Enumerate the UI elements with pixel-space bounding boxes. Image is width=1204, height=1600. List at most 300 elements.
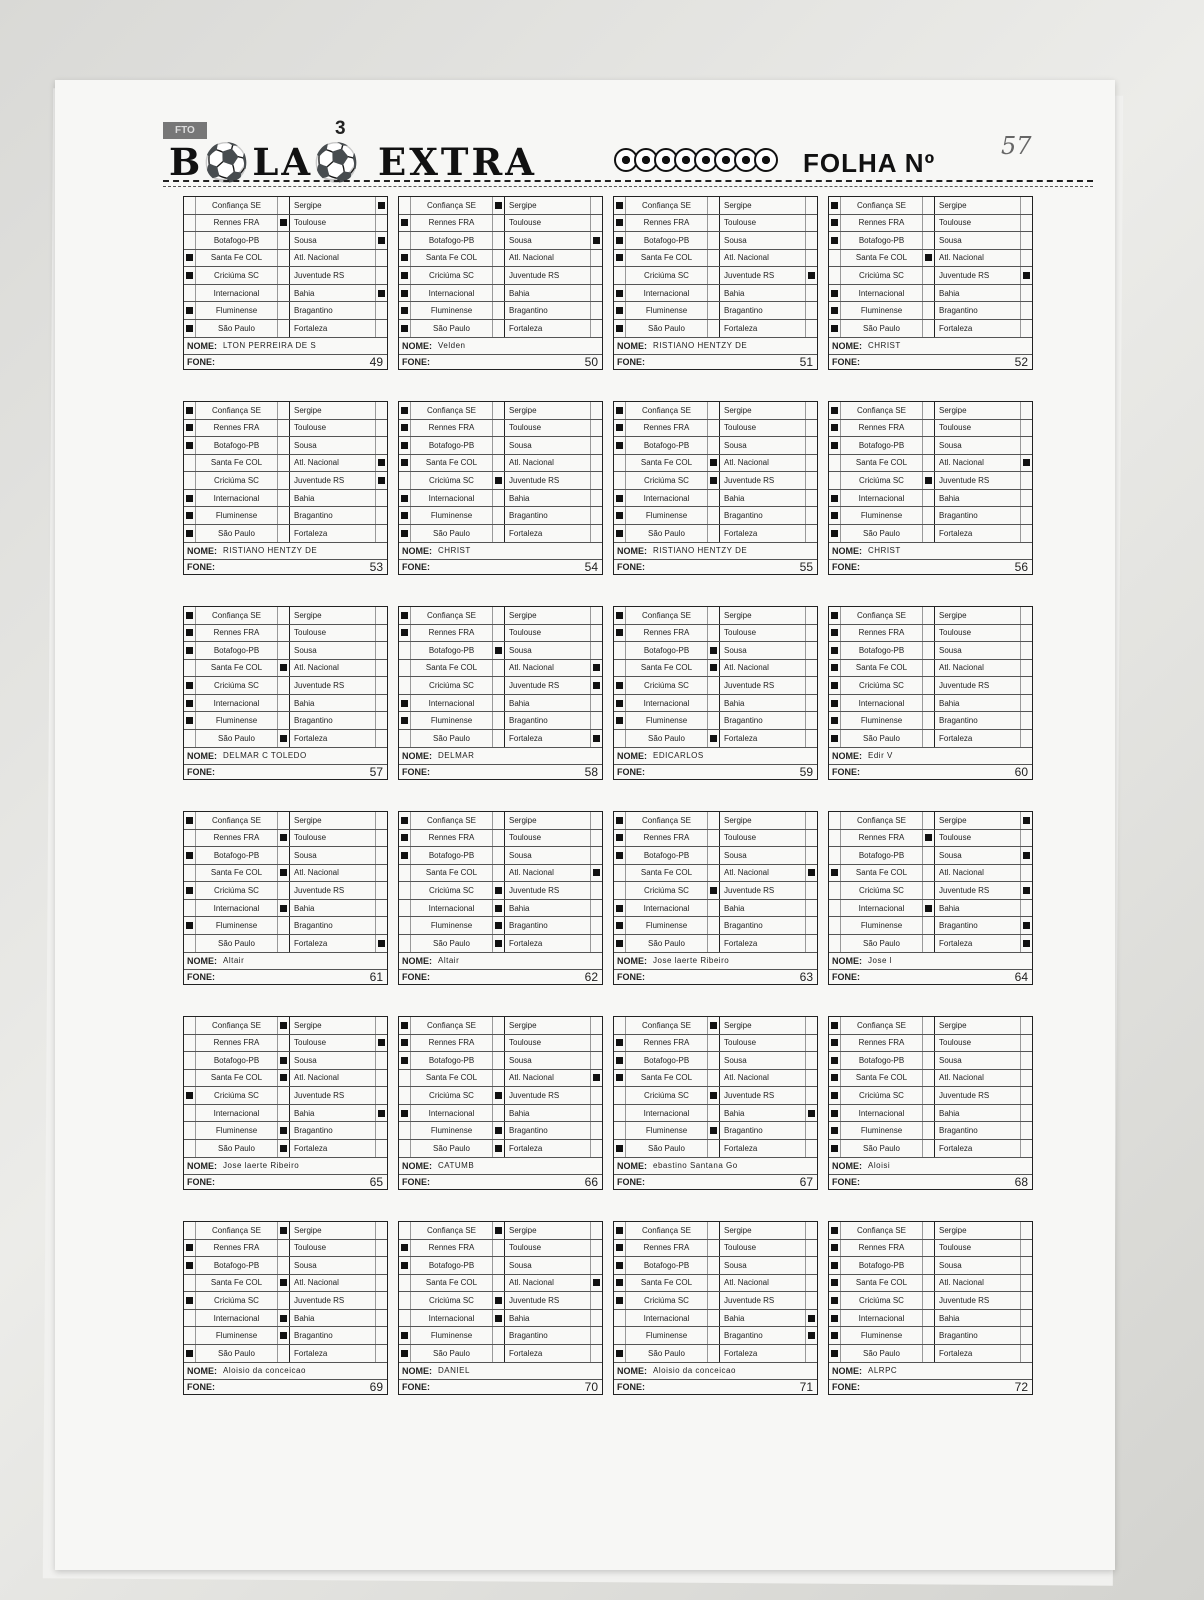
- away-win-checkbox[interactable]: [1020, 1052, 1032, 1069]
- draw-checkbox[interactable]: [922, 215, 935, 232]
- fone-field[interactable]: [614, 970, 817, 984]
- fone-field[interactable]: [829, 1380, 1032, 1394]
- away-win-checkbox[interactable]: [805, 455, 817, 472]
- draw-checkbox[interactable]: [492, 625, 505, 642]
- away-win-checkbox[interactable]: [590, 420, 602, 437]
- draw-checkbox[interactable]: [492, 1087, 505, 1104]
- away-win-checkbox[interactable]: [805, 267, 817, 284]
- home-win-checkbox[interactable]: [184, 490, 196, 507]
- nome-field[interactable]: [829, 543, 1032, 561]
- home-win-checkbox[interactable]: [614, 1345, 626, 1362]
- away-win-checkbox[interactable]: [590, 1105, 602, 1122]
- away-win-checkbox[interactable]: [590, 625, 602, 642]
- away-win-checkbox[interactable]: [590, 882, 602, 899]
- away-win-checkbox[interactable]: [805, 1310, 817, 1327]
- away-win-checkbox[interactable]: [375, 730, 387, 747]
- home-win-checkbox[interactable]: [614, 1310, 626, 1327]
- draw-checkbox[interactable]: [922, 917, 935, 934]
- draw-checkbox[interactable]: [492, 1292, 505, 1309]
- home-win-checkbox[interactable]: [399, 812, 411, 829]
- draw-checkbox[interactable]: [492, 917, 505, 934]
- draw-checkbox[interactable]: [922, 1035, 935, 1052]
- away-win-checkbox[interactable]: [590, 455, 602, 472]
- away-win-checkbox[interactable]: [375, 642, 387, 659]
- draw-checkbox[interactable]: [492, 865, 505, 882]
- away-win-checkbox[interactable]: [1020, 607, 1032, 624]
- away-win-checkbox[interactable]: [375, 1275, 387, 1292]
- nome-field[interactable]: [184, 543, 387, 561]
- away-win-checkbox[interactable]: [1020, 812, 1032, 829]
- draw-checkbox[interactable]: [277, 677, 290, 694]
- away-win-checkbox[interactable]: [590, 1310, 602, 1327]
- away-win-checkbox[interactable]: [1020, 677, 1032, 694]
- home-win-checkbox[interactable]: [829, 1327, 841, 1344]
- draw-checkbox[interactable]: [707, 812, 720, 829]
- away-win-checkbox[interactable]: [805, 1140, 817, 1157]
- draw-checkbox[interactable]: [707, 847, 720, 864]
- away-win-checkbox[interactable]: [375, 197, 387, 214]
- home-win-checkbox[interactable]: [829, 1345, 841, 1362]
- away-win-checkbox[interactable]: [590, 1070, 602, 1087]
- draw-checkbox[interactable]: [922, 625, 935, 642]
- away-win-checkbox[interactable]: [590, 917, 602, 934]
- home-win-checkbox[interactable]: [614, 900, 626, 917]
- home-win-checkbox[interactable]: [829, 437, 841, 454]
- draw-checkbox[interactable]: [492, 215, 505, 232]
- away-win-checkbox[interactable]: [1020, 197, 1032, 214]
- away-win-checkbox[interactable]: [1020, 232, 1032, 249]
- home-win-checkbox[interactable]: [184, 1052, 196, 1069]
- away-win-checkbox[interactable]: [1020, 865, 1032, 882]
- draw-checkbox[interactable]: [707, 455, 720, 472]
- nome-field[interactable]: [184, 748, 387, 766]
- draw-checkbox[interactable]: [707, 320, 720, 337]
- away-win-checkbox[interactable]: [375, 507, 387, 524]
- home-win-checkbox[interactable]: [184, 1035, 196, 1052]
- draw-checkbox[interactable]: [922, 847, 935, 864]
- home-win-checkbox[interactable]: [184, 1240, 196, 1257]
- home-win-checkbox[interactable]: [614, 472, 626, 489]
- draw-checkbox[interactable]: [492, 1105, 505, 1122]
- away-win-checkbox[interactable]: [1020, 625, 1032, 642]
- nome-field[interactable]: [829, 953, 1032, 971]
- draw-checkbox[interactable]: [922, 197, 935, 214]
- away-win-checkbox[interactable]: [1020, 1070, 1032, 1087]
- home-win-checkbox[interactable]: [184, 1122, 196, 1139]
- away-win-checkbox[interactable]: [375, 302, 387, 319]
- home-win-checkbox[interactable]: [614, 935, 626, 952]
- fone-field[interactable]: [614, 1175, 817, 1189]
- draw-checkbox[interactable]: [492, 812, 505, 829]
- draw-checkbox[interactable]: [707, 1035, 720, 1052]
- home-win-checkbox[interactable]: [829, 1070, 841, 1087]
- away-win-checkbox[interactable]: [1020, 660, 1032, 677]
- home-win-checkbox[interactable]: [614, 695, 626, 712]
- away-win-checkbox[interactable]: [1020, 730, 1032, 747]
- draw-checkbox[interactable]: [277, 320, 290, 337]
- home-win-checkbox[interactable]: [399, 1105, 411, 1122]
- away-win-checkbox[interactable]: [375, 1070, 387, 1087]
- draw-checkbox[interactable]: [277, 1122, 290, 1139]
- home-win-checkbox[interactable]: [829, 320, 841, 337]
- home-win-checkbox[interactable]: [399, 1087, 411, 1104]
- home-win-checkbox[interactable]: [614, 215, 626, 232]
- home-win-checkbox[interactable]: [184, 812, 196, 829]
- draw-checkbox[interactable]: [707, 917, 720, 934]
- away-win-checkbox[interactable]: [805, 402, 817, 419]
- draw-checkbox[interactable]: [492, 197, 505, 214]
- away-win-checkbox[interactable]: [590, 1017, 602, 1034]
- home-win-checkbox[interactable]: [184, 1275, 196, 1292]
- away-win-checkbox[interactable]: [375, 695, 387, 712]
- away-win-checkbox[interactable]: [590, 1327, 602, 1344]
- home-win-checkbox[interactable]: [614, 402, 626, 419]
- away-win-checkbox[interactable]: [805, 507, 817, 524]
- home-win-checkbox[interactable]: [614, 455, 626, 472]
- home-win-checkbox[interactable]: [614, 847, 626, 864]
- away-win-checkbox[interactable]: [590, 1292, 602, 1309]
- away-win-checkbox[interactable]: [1020, 320, 1032, 337]
- fone-field[interactable]: [829, 970, 1032, 984]
- away-win-checkbox[interactable]: [1020, 215, 1032, 232]
- away-win-checkbox[interactable]: [590, 695, 602, 712]
- away-win-checkbox[interactable]: [1020, 507, 1032, 524]
- draw-checkbox[interactable]: [922, 1257, 935, 1274]
- draw-checkbox[interactable]: [922, 525, 935, 542]
- away-win-checkbox[interactable]: [805, 420, 817, 437]
- draw-checkbox[interactable]: [277, 1087, 290, 1104]
- home-win-checkbox[interactable]: [184, 320, 196, 337]
- away-win-checkbox[interactable]: [590, 320, 602, 337]
- draw-checkbox[interactable]: [492, 1310, 505, 1327]
- away-win-checkbox[interactable]: [1020, 1327, 1032, 1344]
- draw-checkbox[interactable]: [277, 847, 290, 864]
- home-win-checkbox[interactable]: [399, 1327, 411, 1344]
- home-win-checkbox[interactable]: [614, 197, 626, 214]
- away-win-checkbox[interactable]: [375, 1240, 387, 1257]
- draw-checkbox[interactable]: [277, 730, 290, 747]
- away-win-checkbox[interactable]: [375, 1345, 387, 1362]
- nome-field[interactable]: [829, 1158, 1032, 1176]
- draw-checkbox[interactable]: [922, 900, 935, 917]
- away-win-checkbox[interactable]: [590, 830, 602, 847]
- home-win-checkbox[interactable]: [184, 215, 196, 232]
- draw-checkbox[interactable]: [922, 420, 935, 437]
- draw-checkbox[interactable]: [707, 472, 720, 489]
- home-win-checkbox[interactable]: [614, 642, 626, 659]
- draw-checkbox[interactable]: [492, 882, 505, 899]
- draw-checkbox[interactable]: [707, 1222, 720, 1239]
- away-win-checkbox[interactable]: [805, 865, 817, 882]
- draw-checkbox[interactable]: [492, 402, 505, 419]
- away-win-checkbox[interactable]: [590, 642, 602, 659]
- draw-checkbox[interactable]: [922, 267, 935, 284]
- home-win-checkbox[interactable]: [399, 865, 411, 882]
- draw-checkbox[interactable]: [277, 607, 290, 624]
- home-win-checkbox[interactable]: [399, 267, 411, 284]
- away-win-checkbox[interactable]: [805, 1105, 817, 1122]
- nome-field[interactable]: [399, 1158, 602, 1176]
- away-win-checkbox[interactable]: [805, 437, 817, 454]
- draw-checkbox[interactable]: [492, 1275, 505, 1292]
- nome-field[interactable]: [829, 1363, 1032, 1381]
- home-win-checkbox[interactable]: [399, 1310, 411, 1327]
- fone-field[interactable]: [184, 1380, 387, 1394]
- away-win-checkbox[interactable]: [590, 1345, 602, 1362]
- draw-checkbox[interactable]: [922, 607, 935, 624]
- away-win-checkbox[interactable]: [375, 812, 387, 829]
- home-win-checkbox[interactable]: [614, 1122, 626, 1139]
- away-win-checkbox[interactable]: [590, 865, 602, 882]
- draw-checkbox[interactable]: [707, 197, 720, 214]
- home-win-checkbox[interactable]: [399, 677, 411, 694]
- draw-checkbox[interactable]: [492, 472, 505, 489]
- draw-checkbox[interactable]: [707, 250, 720, 267]
- home-win-checkbox[interactable]: [399, 1292, 411, 1309]
- away-win-checkbox[interactable]: [1020, 830, 1032, 847]
- home-win-checkbox[interactable]: [614, 437, 626, 454]
- draw-checkbox[interactable]: [277, 882, 290, 899]
- draw-checkbox[interactable]: [492, 507, 505, 524]
- draw-checkbox[interactable]: [707, 1345, 720, 1362]
- home-win-checkbox[interactable]: [399, 1275, 411, 1292]
- home-win-checkbox[interactable]: [399, 730, 411, 747]
- draw-checkbox[interactable]: [707, 1275, 720, 1292]
- draw-checkbox[interactable]: [277, 490, 290, 507]
- nome-field[interactable]: [829, 748, 1032, 766]
- fone-field[interactable]: [829, 355, 1032, 369]
- home-win-checkbox[interactable]: [614, 320, 626, 337]
- fone-field[interactable]: [614, 1380, 817, 1394]
- away-win-checkbox[interactable]: [805, 1052, 817, 1069]
- home-win-checkbox[interactable]: [184, 847, 196, 864]
- nome-field[interactable]: [614, 543, 817, 561]
- nome-field[interactable]: [399, 1363, 602, 1381]
- home-win-checkbox[interactable]: [399, 1052, 411, 1069]
- away-win-checkbox[interactable]: [805, 730, 817, 747]
- home-win-checkbox[interactable]: [399, 1222, 411, 1239]
- home-win-checkbox[interactable]: [399, 507, 411, 524]
- away-win-checkbox[interactable]: [375, 1140, 387, 1157]
- draw-checkbox[interactable]: [707, 1122, 720, 1139]
- away-win-checkbox[interactable]: [590, 1122, 602, 1139]
- draw-checkbox[interactable]: [922, 1275, 935, 1292]
- away-win-checkbox[interactable]: [375, 525, 387, 542]
- draw-checkbox[interactable]: [492, 285, 505, 302]
- home-win-checkbox[interactable]: [829, 660, 841, 677]
- fone-field[interactable]: [614, 765, 817, 779]
- draw-checkbox[interactable]: [707, 935, 720, 952]
- away-win-checkbox[interactable]: [1020, 1017, 1032, 1034]
- nome-field[interactable]: [399, 748, 602, 766]
- away-win-checkbox[interactable]: [375, 847, 387, 864]
- home-win-checkbox[interactable]: [184, 525, 196, 542]
- away-win-checkbox[interactable]: [375, 420, 387, 437]
- home-win-checkbox[interactable]: [399, 607, 411, 624]
- away-win-checkbox[interactable]: [1020, 1122, 1032, 1139]
- fone-field[interactable]: [184, 560, 387, 574]
- draw-checkbox[interactable]: [707, 677, 720, 694]
- away-win-checkbox[interactable]: [375, 1222, 387, 1239]
- away-win-checkbox[interactable]: [805, 830, 817, 847]
- draw-checkbox[interactable]: [707, 437, 720, 454]
- away-win-checkbox[interactable]: [805, 660, 817, 677]
- home-win-checkbox[interactable]: [399, 455, 411, 472]
- draw-checkbox[interactable]: [277, 215, 290, 232]
- away-win-checkbox[interactable]: [590, 847, 602, 864]
- draw-checkbox[interactable]: [922, 507, 935, 524]
- nome-field[interactable]: [184, 1158, 387, 1176]
- away-win-checkbox[interactable]: [805, 607, 817, 624]
- draw-checkbox[interactable]: [922, 935, 935, 952]
- away-win-checkbox[interactable]: [375, 935, 387, 952]
- draw-checkbox[interactable]: [922, 1070, 935, 1087]
- away-win-checkbox[interactable]: [805, 320, 817, 337]
- home-win-checkbox[interactable]: [829, 812, 841, 829]
- fone-field[interactable]: [829, 560, 1032, 574]
- draw-checkbox[interactable]: [277, 1140, 290, 1157]
- home-win-checkbox[interactable]: [184, 677, 196, 694]
- away-win-checkbox[interactable]: [805, 1275, 817, 1292]
- home-win-checkbox[interactable]: [829, 215, 841, 232]
- away-win-checkbox[interactable]: [590, 677, 602, 694]
- away-win-checkbox[interactable]: [590, 900, 602, 917]
- draw-checkbox[interactable]: [492, 1327, 505, 1344]
- away-win-checkbox[interactable]: [805, 812, 817, 829]
- home-win-checkbox[interactable]: [829, 420, 841, 437]
- home-win-checkbox[interactable]: [184, 285, 196, 302]
- draw-checkbox[interactable]: [277, 402, 290, 419]
- home-win-checkbox[interactable]: [829, 507, 841, 524]
- away-win-checkbox[interactable]: [1020, 1310, 1032, 1327]
- away-win-checkbox[interactable]: [805, 1087, 817, 1104]
- away-win-checkbox[interactable]: [805, 1070, 817, 1087]
- draw-checkbox[interactable]: [707, 1327, 720, 1344]
- home-win-checkbox[interactable]: [614, 285, 626, 302]
- draw-checkbox[interactable]: [492, 1017, 505, 1034]
- away-win-checkbox[interactable]: [805, 1292, 817, 1309]
- away-win-checkbox[interactable]: [590, 507, 602, 524]
- home-win-checkbox[interactable]: [614, 865, 626, 882]
- draw-checkbox[interactable]: [922, 830, 935, 847]
- fone-field[interactable]: [399, 970, 602, 984]
- home-win-checkbox[interactable]: [829, 232, 841, 249]
- draw-checkbox[interactable]: [277, 660, 290, 677]
- home-win-checkbox[interactable]: [829, 1257, 841, 1274]
- home-win-checkbox[interactable]: [399, 625, 411, 642]
- nome-field[interactable]: [399, 338, 602, 356]
- nome-field[interactable]: [399, 543, 602, 561]
- home-win-checkbox[interactable]: [184, 1087, 196, 1104]
- draw-checkbox[interactable]: [277, 1345, 290, 1362]
- draw-checkbox[interactable]: [922, 472, 935, 489]
- draw-checkbox[interactable]: [707, 507, 720, 524]
- away-win-checkbox[interactable]: [805, 1222, 817, 1239]
- home-win-checkbox[interactable]: [829, 1292, 841, 1309]
- away-win-checkbox[interactable]: [805, 472, 817, 489]
- draw-checkbox[interactable]: [492, 935, 505, 952]
- home-win-checkbox[interactable]: [829, 1105, 841, 1122]
- home-win-checkbox[interactable]: [184, 625, 196, 642]
- draw-checkbox[interactable]: [707, 1292, 720, 1309]
- nome-field[interactable]: [184, 953, 387, 971]
- home-win-checkbox[interactable]: [184, 267, 196, 284]
- draw-checkbox[interactable]: [922, 642, 935, 659]
- home-win-checkbox[interactable]: [829, 490, 841, 507]
- home-win-checkbox[interactable]: [614, 507, 626, 524]
- draw-checkbox[interactable]: [922, 302, 935, 319]
- home-win-checkbox[interactable]: [614, 1105, 626, 1122]
- away-win-checkbox[interactable]: [805, 882, 817, 899]
- draw-checkbox[interactable]: [277, 1105, 290, 1122]
- home-win-checkbox[interactable]: [614, 1140, 626, 1157]
- draw-checkbox[interactable]: [277, 712, 290, 729]
- home-win-checkbox[interactable]: [614, 812, 626, 829]
- draw-checkbox[interactable]: [277, 472, 290, 489]
- home-win-checkbox[interactable]: [614, 830, 626, 847]
- away-win-checkbox[interactable]: [805, 1257, 817, 1274]
- away-win-checkbox[interactable]: [805, 1327, 817, 1344]
- draw-checkbox[interactable]: [277, 1275, 290, 1292]
- home-win-checkbox[interactable]: [614, 232, 626, 249]
- home-win-checkbox[interactable]: [399, 1240, 411, 1257]
- home-win-checkbox[interactable]: [399, 472, 411, 489]
- home-win-checkbox[interactable]: [614, 250, 626, 267]
- away-win-checkbox[interactable]: [590, 660, 602, 677]
- home-win-checkbox[interactable]: [184, 250, 196, 267]
- away-win-checkbox[interactable]: [1020, 900, 1032, 917]
- nome-field[interactable]: [614, 1363, 817, 1381]
- away-win-checkbox[interactable]: [375, 1105, 387, 1122]
- draw-checkbox[interactable]: [492, 1257, 505, 1274]
- home-win-checkbox[interactable]: [614, 267, 626, 284]
- away-win-checkbox[interactable]: [375, 1292, 387, 1309]
- draw-checkbox[interactable]: [707, 1070, 720, 1087]
- home-win-checkbox[interactable]: [829, 830, 841, 847]
- draw-checkbox[interactable]: [492, 302, 505, 319]
- draw-checkbox[interactable]: [707, 1052, 720, 1069]
- away-win-checkbox[interactable]: [375, 285, 387, 302]
- away-win-checkbox[interactable]: [805, 1035, 817, 1052]
- nome-field[interactable]: [614, 748, 817, 766]
- home-win-checkbox[interactable]: [829, 1275, 841, 1292]
- home-win-checkbox[interactable]: [829, 865, 841, 882]
- draw-checkbox[interactable]: [277, 1292, 290, 1309]
- draw-checkbox[interactable]: [492, 232, 505, 249]
- away-win-checkbox[interactable]: [1020, 302, 1032, 319]
- draw-checkbox[interactable]: [922, 660, 935, 677]
- nome-field[interactable]: [829, 338, 1032, 356]
- fone-field[interactable]: [829, 1175, 1032, 1189]
- away-win-checkbox[interactable]: [375, 455, 387, 472]
- home-win-checkbox[interactable]: [614, 1257, 626, 1274]
- away-win-checkbox[interactable]: [375, 917, 387, 934]
- away-win-checkbox[interactable]: [1020, 1275, 1032, 1292]
- away-win-checkbox[interactable]: [1020, 472, 1032, 489]
- home-win-checkbox[interactable]: [829, 900, 841, 917]
- away-win-checkbox[interactable]: [375, 490, 387, 507]
- home-win-checkbox[interactable]: [614, 1017, 626, 1034]
- home-win-checkbox[interactable]: [829, 847, 841, 864]
- away-win-checkbox[interactable]: [805, 625, 817, 642]
- home-win-checkbox[interactable]: [614, 490, 626, 507]
- away-win-checkbox[interactable]: [590, 302, 602, 319]
- away-win-checkbox[interactable]: [590, 1035, 602, 1052]
- away-win-checkbox[interactable]: [805, 302, 817, 319]
- draw-checkbox[interactable]: [492, 1240, 505, 1257]
- away-win-checkbox[interactable]: [375, 232, 387, 249]
- draw-checkbox[interactable]: [707, 900, 720, 917]
